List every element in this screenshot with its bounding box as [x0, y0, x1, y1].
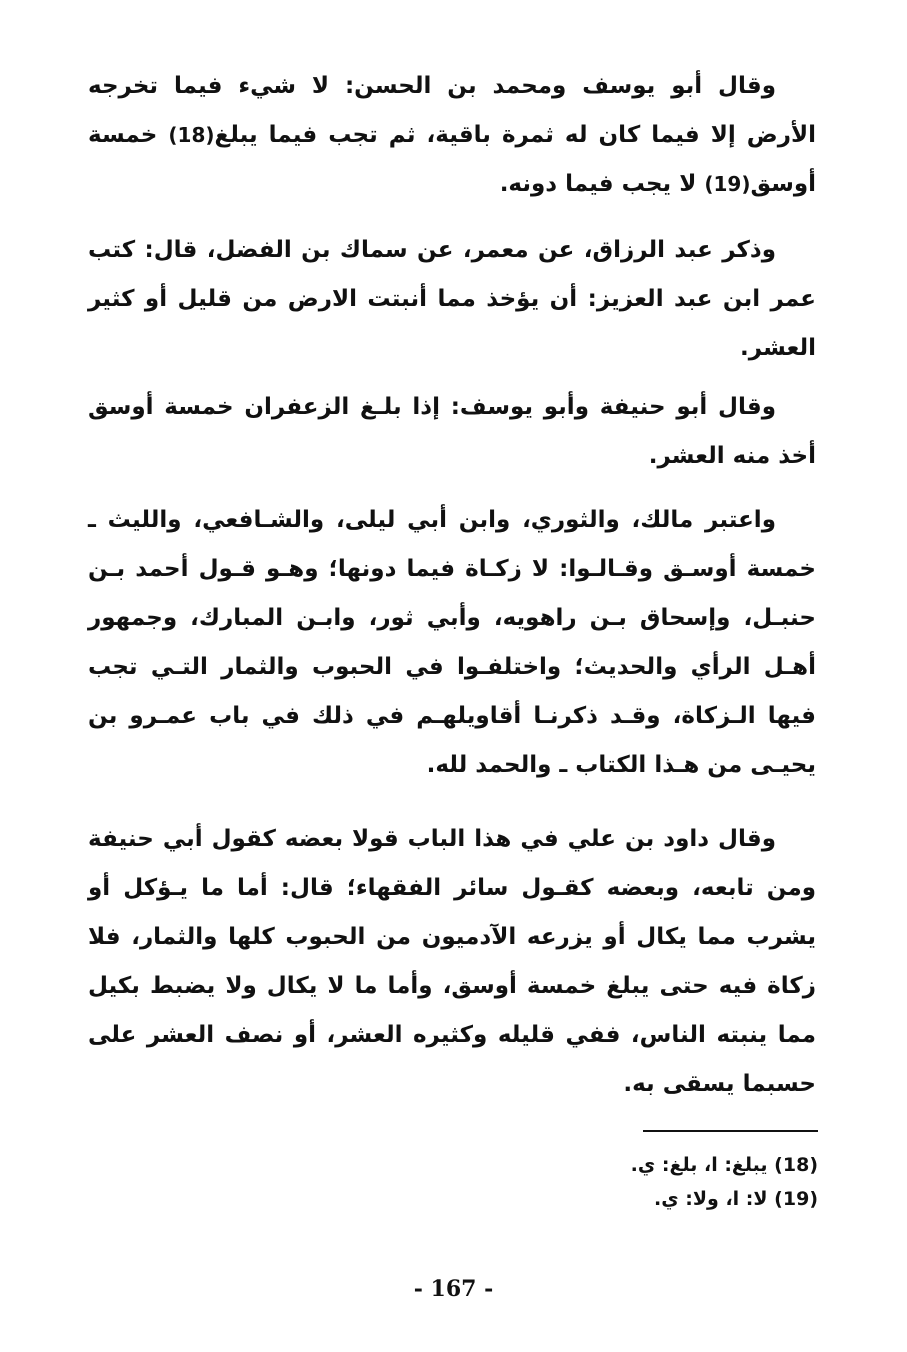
main-text: [88, 62, 816, 1109]
footnotes: [500, 1148, 818, 1216]
paragraph-4: [88, 496, 816, 790]
paragraph-2: [88, 226, 816, 373]
text-segment: واعتبر مالك، والثوري، وابن أبي ليلى، والشـافعي، والليث ـ خمسة أوسـق وقـالـوا: لا زكـاة فيما دونها؛ وهـو قـول أحمد بـن حنبـل، وإسحاق بـن راهويه، وأبي ثور، وابـن المبارك، وجمهور أهـل الرأي والحديث؛ واختلفـوا في الحبوب والثمار التـي تجب فيها الـزكاة، وقـد ذكرنـا أقاويلهـم في ذلك في باب عمـرو بن يحيـى من هـذا الكتاب ـ والحمد لله.: [88, 507, 816, 778]
text-segment: خمسة أوسق: [88, 122, 816, 197]
paragraph-3: [88, 383, 816, 481]
paragraph-1: [88, 62, 816, 209]
paragraph-5: [88, 815, 816, 1109]
text-segment: وذكر عبد الرزاق، عن معمر، عن سماك بن الفضل، قال: كتب عمر ابن عبد العزيز: أن يؤخذ مما أنبتت الارض من قليل أو كثير العشر.: [88, 237, 816, 361]
text-segment: وقال داود بن علي في هذا الباب قولا بعضه كقول أبي حنيفة ومن تابعه، وبعضه كقـول سائر الفقهاء؛ قال: أما ما يـؤكل أو يشرب مما يكال أو يزرعه الآدميون من الحبوب كلها والثمار، فلا زكاة فيه حتى يبلغ خمسة أوسق، وأما ما لا يكال ولا يضبط بكيل مما ينبته الناس، ففي قليله وكثيره العشر، أو نصف العشر على حسبما يسقى به.: [88, 826, 816, 1097]
footnote-18: (18) يبلغ: ا، بلغ: ي.: [630, 1154, 818, 1176]
text-segment: وقال أبو حنيفة وأبو يوسف: إذا بلـغ الزعفران خمسة أوسق أخذ منه العشر.: [88, 394, 816, 469]
text-segment: وقال أبو يوسف ومحمد بن الحسن: لا شيء فيما تخرجه الأرض إلا فيما كان له ثمرة باقية، ثم تجب فيما يبلغ: [88, 73, 817, 148]
footnote-ref-18: (18): [168, 123, 215, 147]
page-number: - 167 -: [413, 1276, 494, 1302]
footnote-ref-19: (19): [704, 172, 751, 196]
footnote-divider: [643, 1130, 818, 1132]
text-segment: لا يجب فيما دونه.: [499, 171, 705, 197]
footnote-19: (19) لا: ا، ولا: ي.: [654, 1188, 818, 1210]
